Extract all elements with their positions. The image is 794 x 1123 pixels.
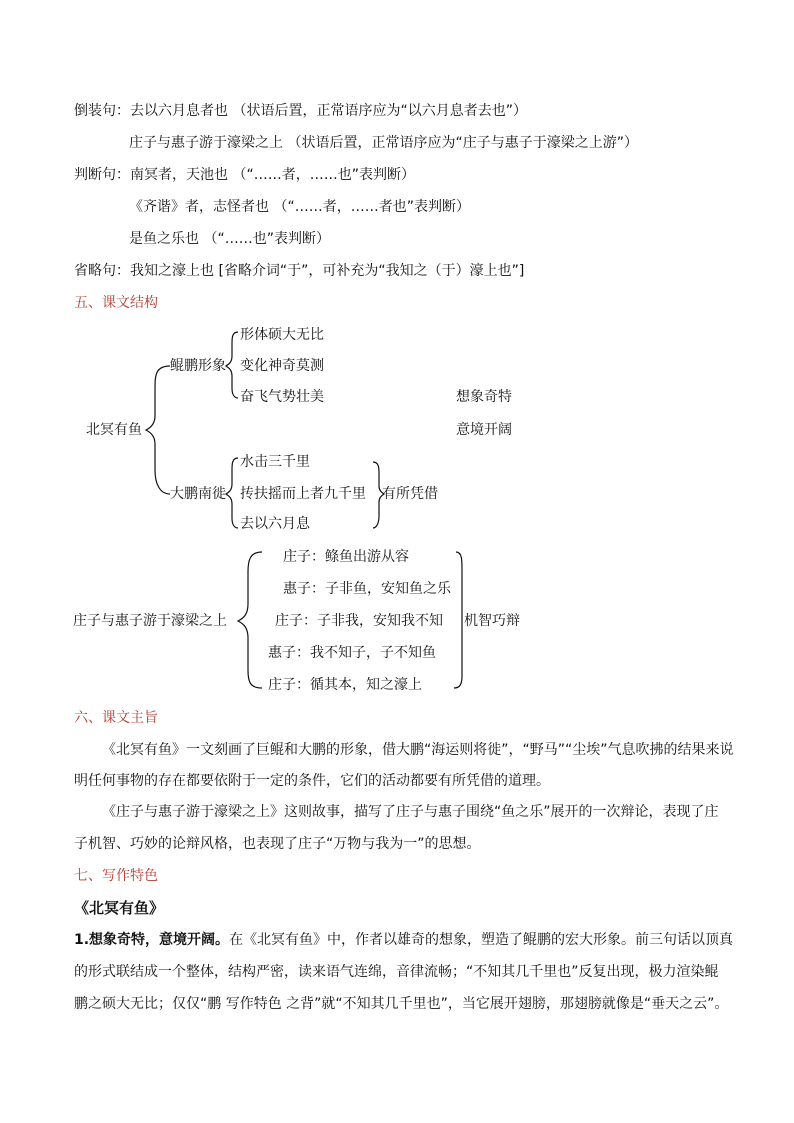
branch-kunpeng-image: 鲲鹏形象	[170, 358, 226, 374]
summary-artistic-conception: 意境开阔	[456, 422, 512, 438]
point1-title: 1.想象奇特，意境开阔。	[74, 932, 230, 948]
brace-dialogue	[238, 552, 262, 688]
judgement-label: 判断句：	[74, 167, 130, 183]
judgement-example-1: 南冥者，天池也 （“……者，……也”表判断）	[130, 167, 415, 183]
section6-para2-line2: 子机智、巧妙的论辩风格，也表现了庄子“万物与我为一”的思想。	[74, 836, 481, 852]
section7-point1-line2: 的形式联结成一个整体，结构严密，读来语气连绵，音律流畅；“不知其几千里也”反复出现，极力渲染鲲	[74, 964, 719, 980]
branch1-item-2: 变化神奇莫测	[240, 358, 324, 374]
section7-point1-line3: 鹏之硕大无比；仅仅“鹏 写作特色 之背”就“不知其几千里也”，当它展开翅膀，那翅膀就像是“垂天之云”。	[74, 996, 729, 1012]
brace-branch1	[226, 332, 238, 398]
section7-heading: 七、写作特色	[74, 868, 158, 884]
section6-para1-line2: 明任何事物的存在都要依附于一定的条件，它们的活动都要有所凭借的道理。	[74, 773, 550, 789]
branch2-item-3: 去以六月息	[240, 516, 310, 532]
judgement-example-2: 《齐谐》者，志怪者也 （“……者，……者也”表判断）	[129, 199, 470, 215]
dialogue-line-1: 庄子：鲦鱼出游从容	[283, 549, 409, 565]
branch2-item-2: 抟扶摇而上者九千里	[240, 486, 366, 502]
section5-heading: 五、课文结构	[74, 295, 158, 311]
omission-line-1	[74, 261, 524, 281]
brace-root1	[146, 366, 170, 494]
branch1-item-3: 奋飞气势壮美	[240, 389, 324, 405]
dialogue-line-2: 惠子：子非鱼，安知鱼之乐	[283, 581, 451, 597]
omission-label: 省略句：	[74, 263, 130, 279]
brace-dialogue-close	[454, 552, 462, 688]
section7-point1-line1	[74, 930, 733, 950]
dialogue-line-3: 庄子：子非我，安知我不知	[275, 613, 443, 629]
brace-branch2	[226, 458, 238, 528]
dialogue-summary: 机智巧辩	[464, 613, 520, 629]
structure-root-zhuangzi: 庄子与惠子游于濠梁之上	[73, 613, 227, 629]
branch-dapeng-south: 大鹏南徙	[170, 486, 226, 502]
inversion-example-2: 庄子与惠子游于濠梁之上 （状语后置，正常语序应为“庄子与惠子于濠梁之上游”）	[129, 135, 638, 151]
branch2-item-1: 水击三千里	[240, 454, 310, 470]
branch2-summary: 有所凭借	[382, 486, 438, 502]
section6-para2-line1: 《庄子与惠子游于濠梁之上》这则故事，描写了庄子与惠子围绕“鱼之乐”展开的一次辩论，表现了庄	[102, 804, 719, 820]
section6-para1-line1: 《北冥有鱼》一文刻画了巨鲲和大鹏的形象，借大鹏“海运则将徙”，“野马”“尘埃”气息吹拂的结果来说	[102, 742, 734, 758]
structure-root-beiming: 北冥有鱼	[86, 422, 142, 438]
section7-subheading: 《北冥有鱼》	[74, 899, 165, 917]
dialogue-line-5: 庄子：循其本，知之濠上	[268, 677, 422, 693]
inversion-line-1	[74, 101, 527, 121]
point1-line1-rest: 在《北冥有鱼》中，作者以雄奇的想象，塑造了鲲鹏的宏大形象。前三句话以顶真	[229, 932, 734, 948]
dialogue-line-4: 惠子：我不知子，子不知鱼	[268, 645, 436, 661]
omission-example-1: 我知之濠上也 [省略介词“于”，可补充为“我知之（于）濠上也”]	[130, 263, 525, 279]
inversion-example-1: 去以六月息者也 （状语后置，正常语序应为“以六月息者去也”）	[130, 103, 527, 119]
inversion-label: 倒装句：	[74, 103, 130, 119]
section6-heading: 六、课文主旨	[74, 710, 158, 726]
summary-imagination: 想象奇特	[456, 389, 512, 405]
judgement-line-1	[74, 165, 415, 185]
judgement-example-3: 是鱼之乐也 （“……也”表判断）	[129, 231, 330, 247]
branch1-item-1: 形体硕大无比	[240, 327, 324, 343]
